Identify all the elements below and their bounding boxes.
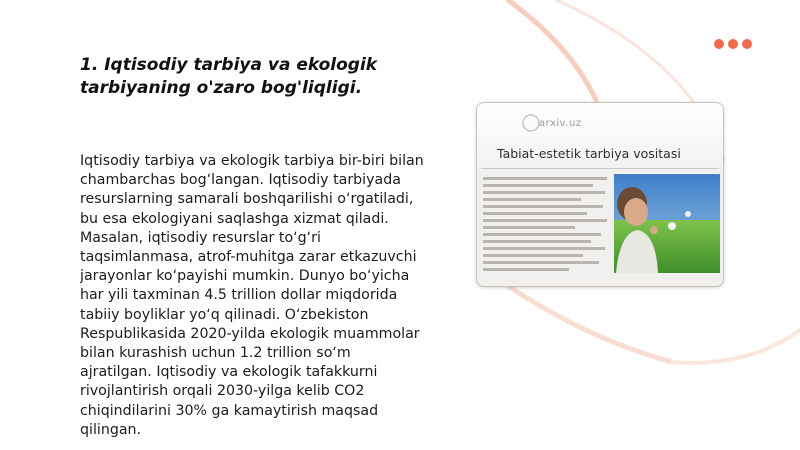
image-card-divider <box>481 168 719 169</box>
slide-body-text: Iqtisodiy tarbiya va ekologik tarbiya bir-biri bilan chambarchas bog‘langan. Iqtisodiy tarbiyada resurslarning samarali boshqarilishi o‘rgatiladi, bu esa ekologiyani saqlashga xizmat qiladi. Masalan, iqtisodiy resurslar to‘g‘ri taqsimlanmasa, atrof-muhitga zarar etkazuvchi jarayonlar ko‘payishi mumkin. Dunyo bo‘yicha har yili taxminan 4.5 trillion dollar miqdorida tabiiy boyliklar yo‘q qilinadi. O‘zbekiston Respublikasida 2020-yilda ekologik muammolar bilan kurashish uchun 1.2 trillion so‘m ajratilgan. Iqtisodiy va ekologik tafakkurni rivojlantirish orqali 2030-yilga kelib CO2 chiqindilarini 30% ga kamaytirish maqsad qilingan. <box>80 153 424 438</box>
three-dots-icon <box>714 39 752 49</box>
dot <box>714 39 724 49</box>
image-card-blurred-text <box>483 177 611 277</box>
slide-title: 1. Iqtisodiy tarbiya va ekologik tarbiyaning o'zaro bog'liqligi. <box>80 55 378 98</box>
logo-ring-icon <box>521 113 541 133</box>
dot <box>742 39 752 49</box>
image-card-caption: Tabiat-estetik tarbiya vositasi <box>497 146 681 161</box>
child-photo <box>614 174 720 273</box>
image-card-logo: arxiv.uz <box>539 118 582 129</box>
dot <box>728 39 738 49</box>
image-card <box>476 102 724 287</box>
